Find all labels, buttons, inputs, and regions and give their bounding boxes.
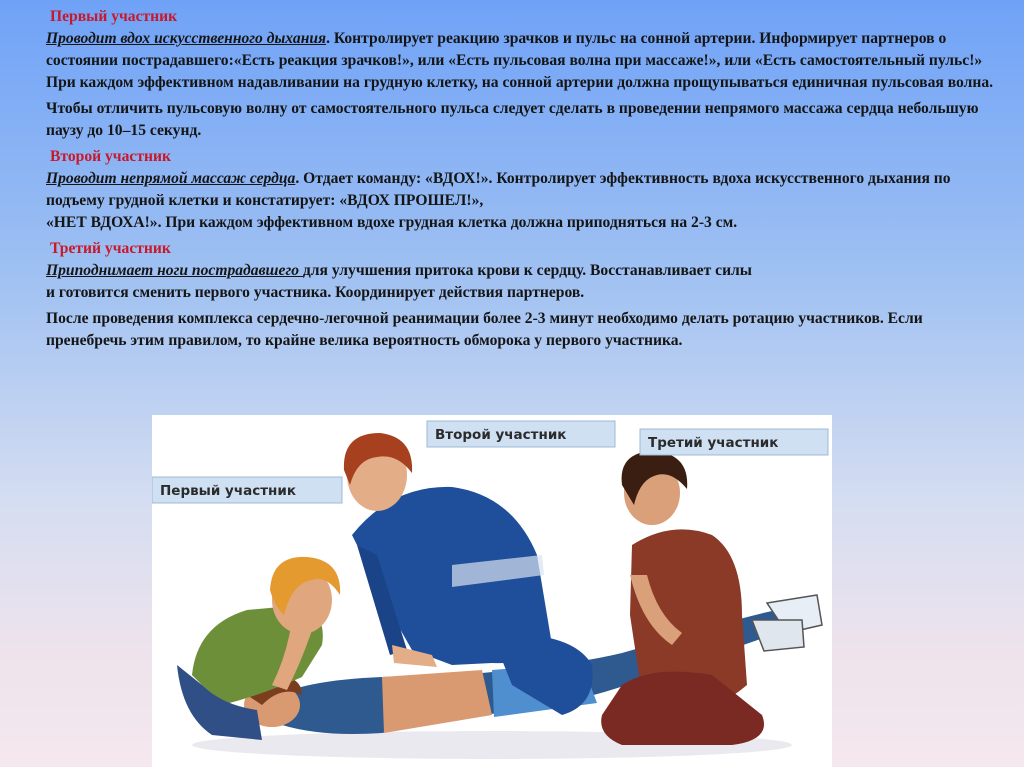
section2-heading: Второй участник xyxy=(50,148,171,165)
section3-heading: Третий участник xyxy=(50,240,171,257)
cpr-illustration xyxy=(152,415,832,767)
section1-heading: Первый участник xyxy=(50,8,178,25)
section1-paragraph xyxy=(46,28,996,94)
section2-text1: . Отдает команду: «ВДОХ!». Контролирует эффективность вдоха искусственного дыхания по подъему грудной клетки и констатирует: «ВДОХ ПРОШЕЛ!», xyxy=(46,170,951,209)
label-first xyxy=(152,477,342,503)
section2-paragraph xyxy=(46,168,996,212)
section1-text1: . Контролирует реакцию зрачков и пульс на сонной артерии. Информирует партнеров о состоянии пострадавшего:«Есть реакция зрачков!», или «Есть пульсовая волна при массаже!», или «Есть самостоятельный пульс!» При каждом эффективном надавливании на грудную клетку, на сонной артерии должна прощупываться единичная пульсовая волна. xyxy=(46,30,994,91)
cpr-scene-svg xyxy=(152,415,832,767)
third-participant-figure xyxy=(601,451,764,745)
label-third xyxy=(640,429,828,455)
rotation-note: После проведения комплекса сердечно-легочной реанимации более 2-3 минут необходимо делать ротацию участников. Если пренебречь этим правилом, то крайне велика вероятность обморока у первого участника. xyxy=(46,310,923,349)
label-first-text: Первый участник xyxy=(160,483,296,499)
label-second xyxy=(427,421,615,447)
section1-note: Чтобы отличить пульсовую волну от самостоятельного пульса следует сделать в проведении непрямого массажа сердца небольшую паузу до 10–15 секунд. xyxy=(46,100,979,139)
section2-text2: «НЕТ ВДОХА!». При каждом эффективном вдохе грудная клетка должна приподняться на 2-3 см. xyxy=(46,214,738,231)
section3-text2: и готовится сменить первого участника. Координирует действия партнеров. xyxy=(46,284,585,301)
section3-paragraph xyxy=(46,260,996,282)
slide-text xyxy=(46,6,996,356)
section2-action: Проводит непрямой массаж сердца xyxy=(46,170,296,187)
label-third-text: Третий участник xyxy=(648,435,779,451)
section1-action: Проводит вдох искусственного дыхания xyxy=(46,30,327,47)
section3-action: Приподнимает ноги пострадавшего xyxy=(46,262,303,279)
section3-text1: для улучшения притока крови к сердцу. Восстанавливает силы xyxy=(302,262,752,279)
label-second-text: Второй участник xyxy=(435,427,567,443)
